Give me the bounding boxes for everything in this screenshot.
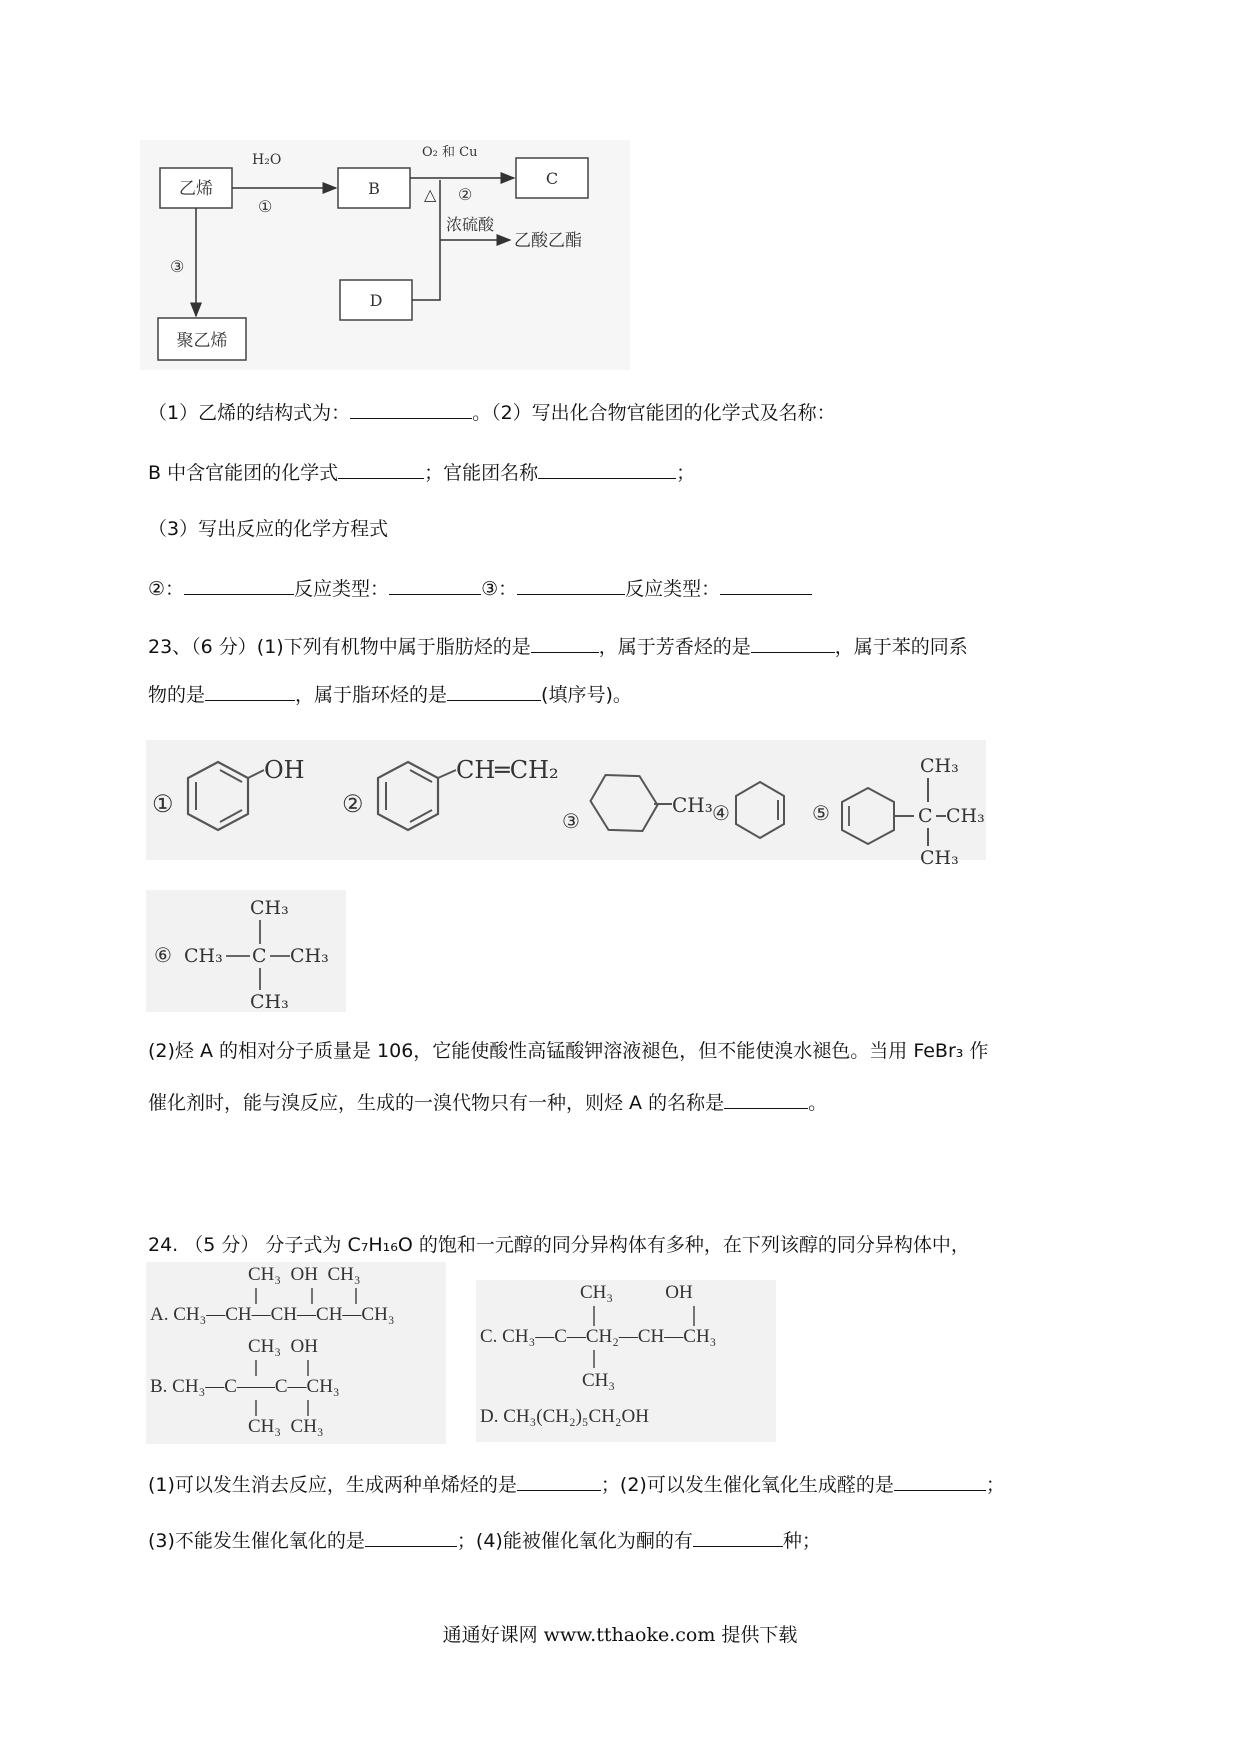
isomer-b-bottom: CH₃ CH₃	[248, 1416, 324, 1437]
isomer-b-top: CH₃ OH	[248, 1336, 318, 1357]
q24-elimination-prompt: (1)可以发生消去反应，生成两种单烯烃的是	[148, 1474, 517, 1496]
label-ethylene: 乙烯	[179, 179, 213, 199]
blank-hydrocarbon-a-name[interactable]	[724, 1088, 808, 1109]
q23-line-2	[148, 680, 632, 708]
arrow3-number: ③	[170, 257, 185, 276]
blank-ketone-count[interactable]	[693, 1526, 783, 1547]
q23-period: 。	[808, 1092, 828, 1114]
struct4-label: ④	[712, 801, 730, 825]
structures-row-1	[146, 740, 996, 865]
isomer-c-top: CH₃ OH	[580, 1282, 693, 1303]
blank-functional-group-formula[interactable]	[338, 458, 424, 479]
struct5-label: ⑤	[812, 801, 830, 825]
acid-catalyst: 浓硫酸	[446, 215, 495, 234]
isomer-c-main: C. CH₃—C—CH₂—CH—CH₃	[480, 1326, 717, 1347]
label-d: D	[369, 291, 383, 310]
q24-line-1	[148, 1232, 970, 1258]
blank-functional-group-name[interactable]	[538, 458, 676, 479]
q22-semicolon: ；	[676, 462, 696, 484]
struct2-vinyl: CH═CH₂	[456, 756, 559, 784]
q22-part-2: 。（2）写出化合物官能团的化学式及名称：	[472, 402, 836, 424]
struct5-bottom: CH₃	[920, 847, 959, 865]
blank-aldehyde[interactable]	[894, 1470, 986, 1491]
struct6-neopentane	[146, 890, 356, 1015]
struct6-label: ⑥	[154, 943, 172, 967]
struct1-oh: OH	[264, 756, 305, 784]
blank-reaction2-type[interactable]	[389, 574, 481, 595]
cyclohexene-ring	[736, 782, 784, 838]
q22-part-1: （1）乙烯的结构式为：	[148, 402, 351, 424]
blank-reaction2-equation[interactable]	[184, 574, 294, 595]
struct6-right: CH₃	[290, 945, 329, 967]
q24-line-3	[148, 1526, 821, 1554]
q23-hydrocarbon-a-prompt: 催化剂时，能与溴反应，生成的一溴代物只有一种，则烃 A 的名称是	[148, 1092, 725, 1114]
arrow2-heat: △	[424, 185, 437, 204]
struct2-label: ②	[342, 790, 364, 818]
struct6-bottom: CH₃	[250, 991, 289, 1013]
q23-alicyclic-prompt: ，属于脂环烃的是	[295, 684, 448, 706]
q22-line-2	[148, 458, 695, 486]
label-polyethylene: 聚乙烯	[176, 331, 228, 351]
isomer-b-main: B. CH₃—C——C—CH₃	[150, 1376, 340, 1397]
blank-reaction3-equation[interactable]	[517, 574, 625, 595]
cyclohexane-ring	[583, 761, 666, 845]
isomer-d: D. CH₃(CH₂)₅CH₂OH	[480, 1406, 649, 1427]
blank-ethylene-structure[interactable]	[350, 398, 472, 419]
isomer-a-main: A. CH₃—CH—CH—CH—CH₃	[150, 1304, 395, 1325]
isomer-a-bonds	[146, 1286, 446, 1306]
q22-line-1	[148, 398, 836, 426]
q24-semicolon: ；	[985, 1474, 1005, 1496]
struct5-top: CH₃	[920, 755, 959, 777]
q22-functional-group-name-label: ；官能团名称	[424, 462, 539, 484]
struct6-center: C	[252, 945, 267, 967]
q22-reaction3-type-label: 反应类型：	[625, 578, 721, 600]
q24-line-2	[148, 1470, 1005, 1498]
q23-aliphatic-prompt: 23、（6 分）(1)下列有机物中属于脂肪烃的是	[148, 636, 531, 658]
blank-no-oxidation[interactable]	[365, 1526, 457, 1547]
blank-benzene-homolog[interactable]	[205, 680, 295, 701]
q24-aldehyde-prompt: ；(2)可以发生催化氧化生成醛的是	[600, 1474, 894, 1496]
label-ester: 乙酸乙酯	[514, 231, 582, 251]
label-b: B	[368, 179, 380, 198]
q24-ketone-prompt: ；(4)能被催化氧化为酮的有	[456, 1530, 693, 1552]
struct1-label: ①	[152, 790, 174, 818]
q22-equation-prompt: （3）写出反应的化学方程式	[148, 518, 389, 540]
q22-line-3	[148, 516, 388, 542]
struct3-methyl: CH₃	[672, 793, 713, 817]
struct6-top: CH₃	[250, 897, 289, 919]
q24-count-suffix: 种；	[782, 1530, 821, 1552]
blank-reaction3-type[interactable]	[720, 574, 812, 595]
q23-line-3	[148, 1038, 988, 1064]
q22-reaction2-label: ②：	[148, 578, 185, 600]
q23-line-1	[148, 632, 968, 660]
struct5-center: C	[918, 805, 933, 827]
page-footer: 通通好课网 www.tthaoke.com 提供下载	[442, 1624, 798, 1646]
blank-alicyclic[interactable]	[447, 680, 541, 701]
isomer-a-top: CH₃ OH CH₃	[248, 1264, 361, 1285]
struct6-left: CH₃	[184, 945, 223, 967]
q23-benzene-homolog-prompt: ，属于苯的同系	[834, 636, 968, 658]
isomer-c-bottom: CH₃	[582, 1370, 616, 1391]
q23-line-4	[148, 1088, 827, 1116]
label-c: C	[545, 169, 559, 188]
arrow2-number: ②	[458, 185, 473, 204]
q22-line-4	[148, 574, 812, 602]
blank-elimination[interactable]	[517, 1470, 601, 1491]
q23-line2-start: 物的是	[148, 684, 206, 706]
q22-reaction2-type-label: 反应类型：	[294, 578, 390, 600]
arrow2-reagent: O₂ 和 Cu	[422, 145, 478, 160]
q22-reaction3-label: ③：	[481, 578, 518, 600]
q23-aromatic-prompt: ，属于芳香烃的是	[598, 636, 751, 658]
struct5-right: CH₃	[946, 805, 985, 827]
q24-question-stem: 24. （5 分） 分子式为 C₇H₁₆O 的饱和一元醇的同分异构体有多种，在下列该醇的同分异构体中，	[148, 1234, 970, 1256]
reaction-flowchart	[140, 140, 640, 375]
blank-aliphatic[interactable]	[531, 632, 599, 653]
q23-hydrocarbon-a-description: (2)烃 A 的相对分子质量是 106，它能使酸性高锰酸钾溶液褪色，但不能使溴水褪色。当用 FeBr₃ 作	[148, 1040, 989, 1062]
q23-fill-number: (填序号)。	[541, 684, 632, 706]
q22-functional-group-formula-label: B 中含官能团的化学式	[148, 462, 339, 484]
q24-no-oxidation-prompt: (3)不能发生催化氧化的是	[148, 1530, 365, 1552]
arrow1-number: ①	[258, 197, 273, 216]
struct3-label: ③	[562, 809, 580, 833]
arrow1-reagent: H₂O	[252, 152, 282, 168]
connector-b	[412, 240, 440, 300]
blank-aromatic[interactable]	[751, 632, 835, 653]
